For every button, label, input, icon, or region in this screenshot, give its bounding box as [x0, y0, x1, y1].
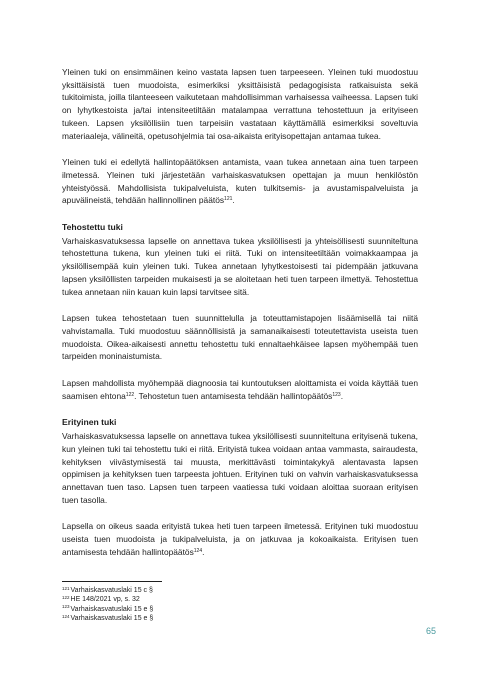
footnote-number: 122 [62, 594, 70, 600]
footnotes [62, 581, 418, 624]
paragraph-text: Lapsen mahdollista myöhempää diagnoosia tai kuntoutuksen aloittamista ei voida käyttää tuen saamisen ehtona [62, 378, 418, 401]
paragraph-yleinen-tuki-1: Yleinen tuki on ensimmäinen keino vastata lapsen tuen tarpeeseen. Yleinen tuki muodostuu yksittäisistä tuen muodoista, esimerkiksi yksittäisistä pedagogisista ratkaisuista sekä tukitoimista, joilla tilanteeseen vaikutetaan mahdollisimman varhaisessa vaiheessa. Lapsen tuki on lyhytkestoista ja/tai intensiteetiltään matalampaa verrattuna tehostettuun ja erityiseen tukeen. Lapsen yksilöllisiin tuen tarpeisiin vastataan käyttämällä esimerkiksi soveltuvia materiaaleja, välineitä, opetusohjelmia tai osa-aikaista erityisopettajan antamaa tukea. [62, 67, 418, 141]
page-body [62, 66, 418, 573]
footnote-reference: 124 [193, 547, 203, 554]
footnote-number: 123 [62, 604, 70, 610]
footnote-number: 124 [62, 613, 70, 619]
paragraph-text-end: . [202, 546, 205, 557]
paragraph-text-end: . [340, 390, 344, 401]
footnote-text: Varhaiskasvatuslaki 15 e § [70, 605, 154, 613]
paragraph-erityinen-tuki-2 [62, 520, 418, 558]
footnote [62, 586, 418, 595]
paragraph-text: Yleinen tuki ei edellytä hallintopäätöksen antamista, vaan tukea annetaan aina tuen tarpeen ilmetessä. Yleinen tuki järjestetään varhaiskasvatuksen opettajan ja muun henkilöstön yhteistyössä. Mahdollisista tukipalveluista, kuten tulkitsemis- ja avustamispalveluista ja apuvälineistä, tehdään hallinnollinen päätös [62, 157, 418, 206]
footnote-divider [62, 581, 162, 582]
paragraph-yleinen-tuki-2 [62, 156, 418, 207]
footnote [62, 614, 418, 623]
paragraph-tehostettu-tuki-3 [62, 377, 418, 402]
section-heading-tehostettu-tuki: Tehostettu tuki [62, 222, 123, 233]
footnote-text: HE 148/2021 vp, s. 32 [70, 596, 140, 604]
footnote [62, 595, 418, 604]
paragraph-tehostettu-tuki-2: Lapsen tukea tehostetaan tuen suunnittelulla ja toteuttamistapojen lisäämisellä tai niitä vahvistamalla. Tuki muodostuu säännöllisistä ja samanaikaisesti toteutettavista useista tuen muodoista. Oikea-aikaisesti annettu tehostettu tuki ennaltaehkäisee lapsen myöhempää tuen tarpeiden moninaistumista. [62, 313, 418, 362]
footnote-text: Varhaiskasvatuslaki 15 e § [70, 615, 154, 623]
footnote [62, 605, 418, 614]
footnote-text: Varhaiskasvatuslaki 15 c § [70, 587, 153, 594]
paragraph-text: . Tehostetun tuen antamisesta tehdään hallintopäätös [134, 390, 333, 401]
page-number: 65 [426, 626, 437, 636]
footnote-number: 121 [62, 585, 70, 591]
paragraph-text: Lapsella on oikeus saada erityistä tukea heti tuen tarpeen ilmetessä. Erityinen tuki muodostuu useista tuen muodoista ja tukipalveluista, ja on jatkuvaa ja kokoaikaista. Erityisen tuen antamisesta tehdään hallintopäätös [62, 521, 418, 557]
footnote-reference: 123 [332, 391, 341, 398]
footnote-reference: 122 [125, 391, 135, 398]
paragraph-text-end: . [232, 195, 235, 206]
paragraph-tehostettu-tuki-1: Varhaiskasvatuksessa lapselle on annettava tukea yksilöllisesti ja yhteisöllisesti suunniteltuna tehostettuna tukena, kun yleinen tuki ei riitä. Tuki on intensiteetiltään voimakkaampaa ja yksilöllisempää kuin yleinen tuki. Tukea annetaan lyhytkestoisesti tai pidempään jatkuvana lapsen yksilöllisten tarpeiden mukaisesti ja se aloitetaan heti tuen tarpeen ilmettyä. Tehostettua tukea annetaan niin kauan kuin lapsi tarvitsee sitä. [62, 235, 418, 297]
section-heading-erityinen-tuki: Erityinen tuki [62, 417, 117, 428]
paragraph-erityinen-tuki-1: Varhaiskasvatuksessa lapselle on annettava tukea yksilöllisesti suunniteltuna erityisenä tukena, kun yleinen tuki tai tehostettu tuki ei riitä. Erityistä tukea voidaan antaa vammasta, sairaudesta, kehityksen viivästymisestä tai muusta, merkittävästi toimintakykyä alentavasta lapsen oppimisen ja kehityksen tuen tarpeesta johtuen. Erityinen tuki on vahvin varhaiskasvatuksessa annettavan tuen taso. Lapsen tuen tarpeen vaatiessa tuki voidaan aloittaa suoraan erityisen tuen tasolla. [62, 431, 418, 505]
footnote-reference: 121 [224, 196, 233, 203]
